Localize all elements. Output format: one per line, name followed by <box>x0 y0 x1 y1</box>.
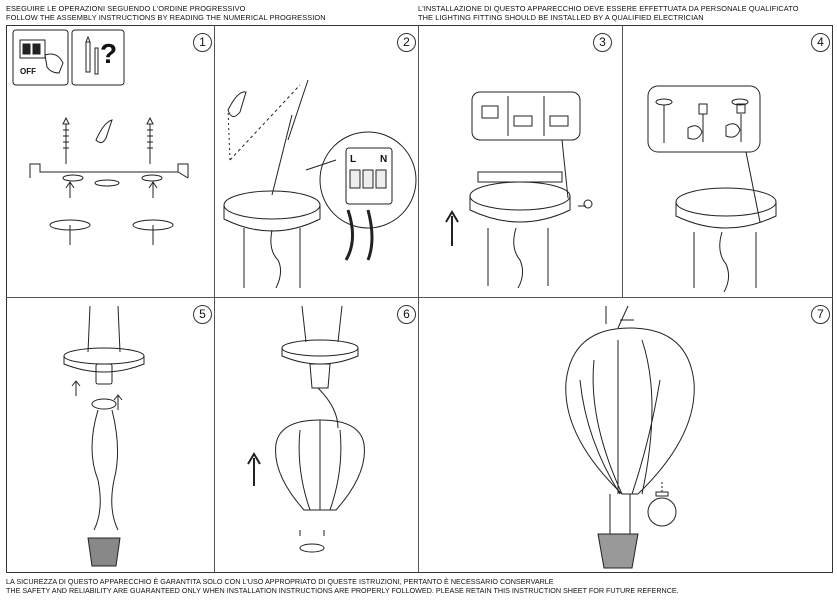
header-right-line2: THE LIGHTING FITTING SHOULD BE INSTALLED BY A QUALIFIED ELECTRICIAN <box>418 13 704 22</box>
terminal-neutral-label: N <box>380 154 388 165</box>
footer-line1: LA SICUREZZA DI QUESTO APPARECCHIO È GARANTITA SOLO CON L'USO APPROPRIATO DI QUESTE ISTRUZIONI, PERTANTO È NECESSARIO CONSERVARLE <box>6 577 554 586</box>
terminal-live-label: L <box>350 154 357 165</box>
step5-lamp-holder <box>64 306 144 566</box>
step2-terminal-block <box>306 132 416 260</box>
step6-balloon-shade <box>248 306 364 552</box>
off-switch-label: OFF <box>20 67 36 76</box>
step1-mounting-bracket <box>30 118 188 245</box>
step7-final-lamp <box>566 306 695 568</box>
step4-callout <box>648 86 760 222</box>
footer <box>6 578 679 595</box>
step3-canopy-assembly <box>446 172 592 288</box>
header-right-line1: L'INSTALLAZIONE DI QUESTO APPARECCHIO DEVE ESSERE EFFETTUATA DA PERSONALE QUALIFICATO <box>418 4 799 13</box>
footer-line2: THE SAFETY AND RELIABILITY ARE GUARANTEED ONLY WHEN INSTALLATION INSTRUCTIONS ARE PROPERLY FOLLOWED. PLEASE RETAIN THIS INSTRUCTION SHEET FOR FUTURE REFERNCE. <box>6 585 679 595</box>
step2-canopy <box>224 80 320 288</box>
step-number-3: 3 <box>593 33 612 52</box>
step-number-7: 7 <box>811 305 830 324</box>
header-left-line2: FOLLOW THE ASSEMBLY INSTRUCTIONS BY READING THE NUMERICAL PROGRESSION <box>6 13 326 22</box>
step4-canopy-assembly <box>676 188 776 292</box>
question-mark-icon: ? <box>100 38 118 69</box>
step-number-1: 1 <box>193 33 212 52</box>
header-left-line1: ESEGUIRE LE OPERAZIONI SEGUENDO L'ORDINE PROGRESSIVO <box>6 4 246 13</box>
step-number-2: 2 <box>397 33 416 52</box>
step-number-4: 4 <box>811 33 830 52</box>
step-number-6: 6 <box>397 305 416 324</box>
step-number-5: 5 <box>193 305 212 324</box>
